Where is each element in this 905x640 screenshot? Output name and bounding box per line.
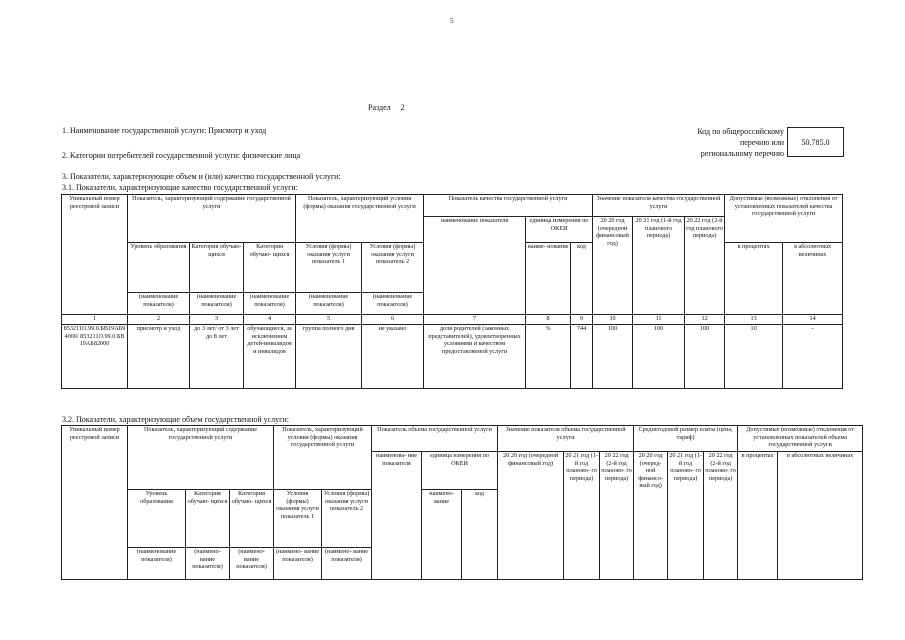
v-h-cat1: Категория обучаю- щихся bbox=[186, 490, 230, 548]
q-row-v0: 100 bbox=[593, 325, 633, 389]
v-h-cond2: Условия (формы) оказания услуги показатель 2 bbox=[322, 490, 372, 548]
q-col-num: 4 bbox=[244, 315, 296, 325]
v-h-name: наименова- ние показателя bbox=[372, 452, 422, 580]
v-h-f1: 20 21 год (1-й год планово- го периода) bbox=[668, 452, 704, 580]
v-h-unit: единица измерения по ОКЕИ bbox=[422, 452, 498, 490]
v-h-cond1: Условия (формы) оказания услуги показатель 1 bbox=[274, 490, 322, 548]
v-h-unit-name: наимено- вание bbox=[422, 490, 462, 580]
code-value-box: 50.785.0 bbox=[787, 127, 844, 157]
q-h-unit: единица измерения по ОКЕИ bbox=[526, 217, 593, 243]
v-h-ind-name-2: (наимено- вание показателя) bbox=[186, 548, 230, 580]
v-h-cat2: Категория обучаю- щихся bbox=[230, 490, 274, 548]
q-col-num: 6 bbox=[362, 315, 424, 325]
q-col-num: 14 bbox=[783, 315, 843, 325]
q-h-year1: 20 21 год (1-й год планового периода) bbox=[633, 217, 685, 315]
q-row-category: до 3 лет/ от 3 лет до 8 лет bbox=[190, 325, 244, 389]
v-h-conditions: Показатель, характеризующий условия (формы) оказания государственной услуги bbox=[274, 426, 372, 490]
q-col-num: 5 bbox=[296, 315, 362, 325]
v-h-content: Показатель, характеризующий содержание государственной услуги bbox=[128, 426, 274, 490]
q-h-absolute: в абсолютных величинах bbox=[783, 243, 843, 315]
q-h-year2: 20 22 год (2-й год планового периода) bbox=[685, 217, 725, 315]
q-row-registry: 853211О.99.0.БВ19АБ94000/ 853211О.99.0.БВ19АБ82000 bbox=[62, 325, 128, 389]
service-name-line: 1. Наименование государственной услуги: Присмотр и уход bbox=[62, 126, 267, 135]
volume-heading: 3.2. Показатели, характеризующие объем государственной услуги: bbox=[62, 415, 289, 424]
q-h-cond2: Условия (формы) оказания услуги показатель 2 bbox=[362, 243, 424, 293]
q-col-num: 11 bbox=[633, 315, 685, 325]
q-h-unit-code: код bbox=[571, 243, 593, 315]
q-row-v2: 100 bbox=[685, 325, 725, 389]
volume-table bbox=[61, 425, 863, 580]
section-label: Раздел bbox=[368, 103, 391, 112]
q-h-level: Уровень образования bbox=[128, 243, 190, 293]
q-h-ind-name-4: (наименование показателя) bbox=[296, 293, 362, 315]
q-h-registry: Уникальный номер реестровой записи bbox=[62, 195, 128, 315]
q-col-num: 8 bbox=[526, 315, 571, 325]
v-h-f0: 20 20 год (очеред- ной финансо- вый год) bbox=[634, 452, 668, 580]
code-label-line-3: региональному перечню bbox=[700, 149, 784, 158]
q-h-unit-name: наиме- нование bbox=[526, 243, 571, 315]
q-col-num: 7 bbox=[424, 315, 526, 325]
q-row-dev-abs: - bbox=[783, 325, 843, 389]
q-row-content: присмотр и уход bbox=[128, 325, 190, 389]
indicators-heading: 3. Показатели, характеризующие объем и (или) качество государственной услуги: bbox=[62, 172, 341, 181]
q-col-num: 9 bbox=[571, 315, 593, 325]
page-number: 5 bbox=[450, 17, 454, 25]
q-h-value: Значение показателя качества государственной услуги bbox=[593, 195, 725, 217]
v-h-fee: Среднегодовой размер платы (цена, тариф) bbox=[634, 426, 738, 452]
q-row-code: 744 bbox=[571, 325, 593, 389]
q-col-num: 2 bbox=[128, 315, 190, 325]
v-h-y1: 20 21 год (1-й год планово- го периода) bbox=[564, 452, 600, 580]
q-col-num: 10 bbox=[593, 315, 633, 325]
q-h-ind-name-5: (наименование показателя) bbox=[362, 293, 424, 315]
v-h-unit-code: код bbox=[462, 490, 498, 580]
q-h-cat1: Категория обучаю- щихся bbox=[190, 243, 244, 293]
q-row-indicator: доля родителей (законных представителей), удовлетворенных условиями и качеством предоставляемой услуги bbox=[424, 325, 526, 389]
v-h-registry: Уникальный номер реестровой записи bbox=[62, 426, 128, 580]
q-col-num: 12 bbox=[685, 315, 725, 325]
consumers-line: 2. Категории потребителей государственной услуги: физические лица bbox=[62, 151, 301, 160]
q-row-cond2: не указано bbox=[362, 325, 424, 389]
v-h-y0: 20 20 год (очередной финансовый год) bbox=[498, 452, 564, 580]
v-h-value: Значение показателя объема государственной услуги bbox=[498, 426, 634, 452]
code-label bbox=[660, 126, 784, 159]
v-h-ind-name-1: (наименование показателя) bbox=[128, 548, 186, 580]
q-h-ind-name-3: (наименование показателя) bbox=[244, 293, 296, 315]
section-number: 2 bbox=[400, 103, 405, 112]
q-h-quality: Показатель качества государственной услуги bbox=[424, 195, 593, 217]
v-h-f2: 20 22 год (2-й год планово- го периода) bbox=[704, 452, 738, 580]
v-h-ind-name-4: (наимено- вание показателя) bbox=[274, 548, 322, 580]
q-h-deviation: Допустимые (возможные) отклонения от установленных показателей качества государственной услуги bbox=[725, 195, 843, 243]
q-h-cond1: Условия (формы) оказания услуги показатель 1 bbox=[296, 243, 362, 293]
v-h-ind-name-5: (наимено- вание показателя) bbox=[322, 548, 372, 580]
section-title bbox=[368, 103, 405, 113]
q-h-content: Показатель, характеризующий содержание государственной услуги bbox=[128, 195, 296, 243]
q-h-ind-name-1: (наименование показателя) bbox=[128, 293, 190, 315]
q-row-v1: 100 bbox=[633, 325, 685, 389]
q-h-percent: в процентах bbox=[725, 243, 783, 315]
code-label-line-2: перечню или bbox=[739, 138, 784, 147]
q-h-cat2: Категория обучаю- щихся bbox=[244, 243, 296, 293]
q-h-ind-name-2: (наименование показателя) bbox=[190, 293, 244, 315]
q-row-unit: % bbox=[526, 325, 571, 389]
quality-table bbox=[61, 194, 843, 389]
v-h-ind-name-3: (наимено- вание показателя) bbox=[230, 548, 274, 580]
q-h-conditions: Показатель, характеризующий условия (формы) оказания государственной услуги bbox=[296, 195, 424, 243]
q-col-num: 1 bbox=[62, 315, 128, 325]
v-h-volume: Показатель объема государственной услуги bbox=[372, 426, 498, 452]
v-h-absolute: в абсолютных величинах bbox=[778, 452, 863, 580]
code-label-line-1: Код по общероссийскому bbox=[697, 127, 784, 136]
q-h-year0: 20 20 год (очередной финансовый год) bbox=[593, 217, 633, 315]
q-row-form: группа полного дня bbox=[296, 325, 362, 389]
q-h-indicator-name: наименование показателя bbox=[424, 217, 526, 315]
v-h-deviation: Допустимые (возможные) отклонения от установленных показателей объема государственной услуги bbox=[738, 426, 863, 452]
q-row-dev-pct: 10 bbox=[725, 325, 783, 389]
q-col-num: 3 bbox=[190, 315, 244, 325]
quality-heading: 3.1. Показатели, характеризующие качество государственной услуги: bbox=[62, 183, 298, 192]
v-h-y2: 20 22 год (2-й год планово- го периода) bbox=[600, 452, 634, 580]
v-h-level: Уровень образования bbox=[128, 490, 186, 548]
v-h-percent: в процентах bbox=[738, 452, 778, 580]
q-row-students: обучающиеся, за исключением детей-инвалидов и инвалидов bbox=[244, 325, 296, 389]
q-col-num: 13 bbox=[725, 315, 783, 325]
